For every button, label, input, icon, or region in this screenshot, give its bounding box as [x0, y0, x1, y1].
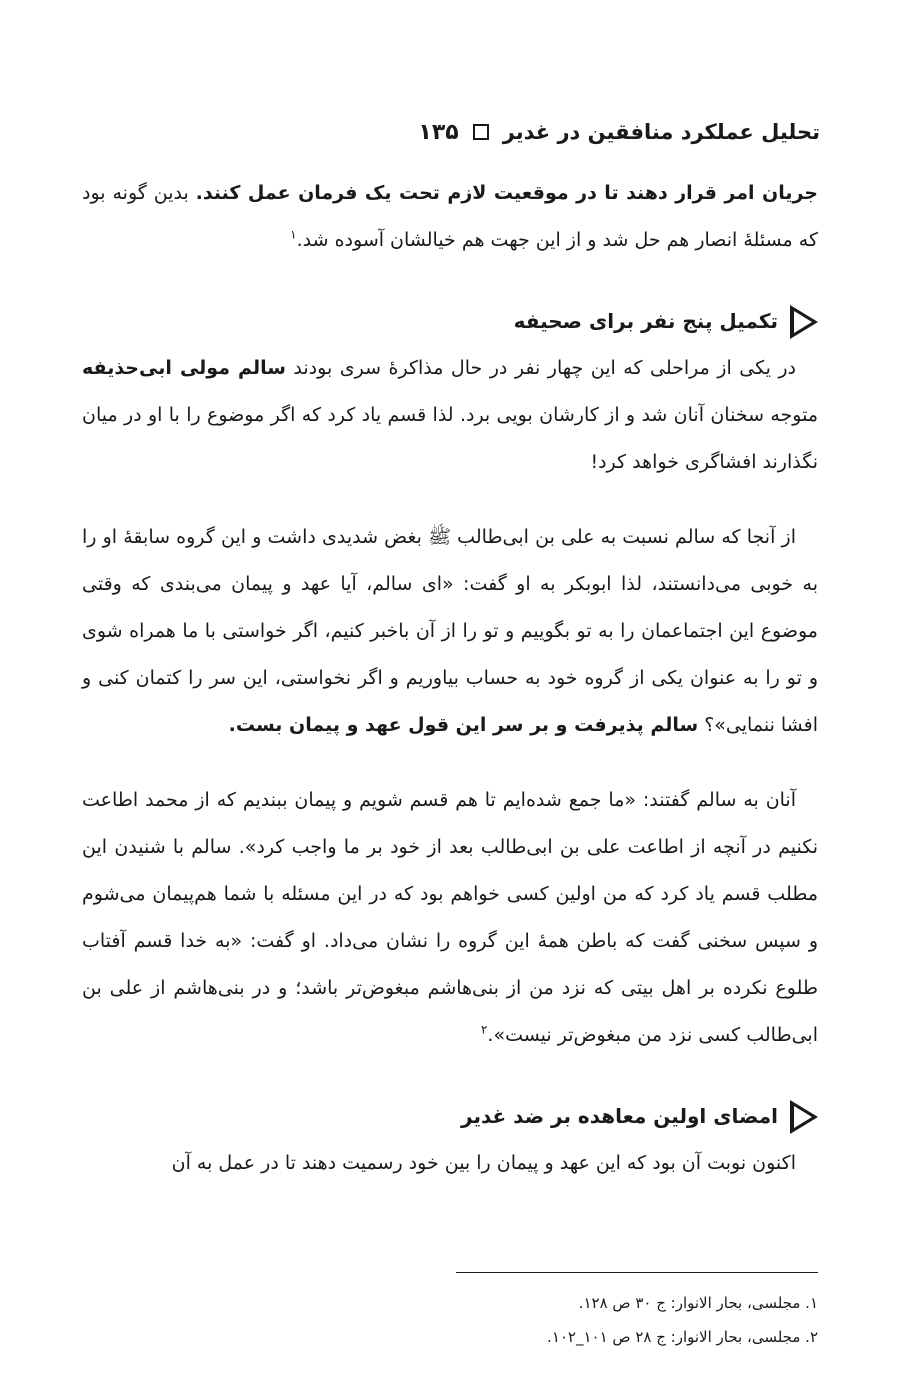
page-number: ۱۳۵	[418, 119, 459, 145]
paragraph-2-bold-name: سالم مولی ابی‌حذیفه	[82, 357, 286, 379]
paragraph-1	[82, 170, 818, 264]
paragraph-2-text-a: در یکی از مراحلی که این چهار نفر در حال مذاکرۀ سری بودند	[285, 357, 796, 379]
paragraph-gap	[82, 486, 818, 514]
section-heading-2	[82, 1093, 818, 1140]
footnote-2: ۲. مجلسی، بحار الانوار: ج ۲۸ ص ۱۰۱_۱۰۲.	[547, 1328, 818, 1346]
page-body	[82, 170, 818, 1187]
footnotes	[82, 1286, 818, 1354]
paragraph-1-text: بدین گونه بود که مسئلۀ انصار هم حل شد و از این جهت هم خیالشان آسوده شد.	[82, 182, 818, 251]
paragraph-gap	[82, 749, 818, 777]
footnote-ref-2: ۲	[480, 1022, 488, 1037]
triangle-marker-icon	[790, 1100, 818, 1134]
paragraph-3-bold: سالم پذیرفت و بر سر این قول عهد و پیمان بست.	[228, 714, 699, 736]
section-heading-2-title: امضای اولین معاهده بر ضد غدیر	[461, 1104, 778, 1128]
header-title: تحلیل عملکرد منافقین در غدیر	[502, 120, 820, 144]
paragraph-3-text: از آنجا که سالم نسبت به علی بن ابی‌طالب ﷺ بغض شدیدی داشت و این گروه سابقۀ او را به خوبی می‌دانستند، لذا ابوبکر به او گفت: «ای سالم، آیا عهد و پیمان می‌بندی که وقتی موضوع این اجتماعمان را به تو بگوییم و تو را از آن باخبر کنیم، اگر خواستی با ما همراه شوی و تو را به عنوان یکی از گروه خود به حساب بیاوریم و اگر نخواستی، این سر را کتمان کنی و افشا ننمایی»؟	[82, 526, 818, 736]
paragraph-4	[82, 777, 818, 1059]
footnote-divider	[456, 1272, 818, 1273]
section-heading-1	[82, 298, 818, 345]
paragraph-3	[82, 514, 818, 749]
paragraph-4-text: آنان به سالم گفتند: «ما جمع شده‌ایم تا هم قسم شویم و پیمان ببندیم که از محمد اطاعت نکنیم در آنچه از اطاعت علی بن ابی‌طالب بعد از خود بر ما واجب کرد». سالم با شنیدن این مطلب قسم یاد کرد که من اولین کسی خواهم بود که در این مسئله با شما هم‌پیمان می‌شوم و سپس سخنی گفت که باطن همۀ این گروه را نشان می‌داد. او گفت: «به خدا قسم آفتاب طلوع نکرده بر اهل بیتی که نزد من از بنی‌هاشم مبغوض‌تر باشد؛ و در بنی‌هاشم از علی بن ابی‌طالب کسی نزد من مبغوض‌تر نیست».	[82, 789, 818, 1046]
footnote-1: ۱. مجلسی، بحار الانوار: ج ۳۰ ص ۱۲۸.	[578, 1294, 818, 1312]
triangle-marker-icon	[790, 305, 818, 339]
section-heading-1-title: تکمیل پنج نفر برای صحیفه	[513, 309, 778, 333]
paragraph-5	[82, 1140, 818, 1187]
square-separator-icon	[473, 124, 489, 140]
running-header	[80, 112, 820, 152]
footnote-ref-1: ۱	[290, 227, 297, 242]
paragraph-1-bold: جریان امر قرار دهند تا در موقعیت لازم تحت یک فرمان عمل کنند.	[195, 182, 818, 204]
paragraph-5-text: اکنون نوبت آن بود که این عهد و پیمان را بین خود رسمیت دهند تا در عمل به آن	[171, 1152, 796, 1174]
paragraph-2-text-c: متوجه سخنان آنان شد و از کارشان بویی برد. لذا قسم یاد کرد که اگر موضوع را با او در میان نگذارند افشاگری خواهد کرد!	[82, 404, 818, 473]
paragraph-2	[82, 345, 818, 486]
